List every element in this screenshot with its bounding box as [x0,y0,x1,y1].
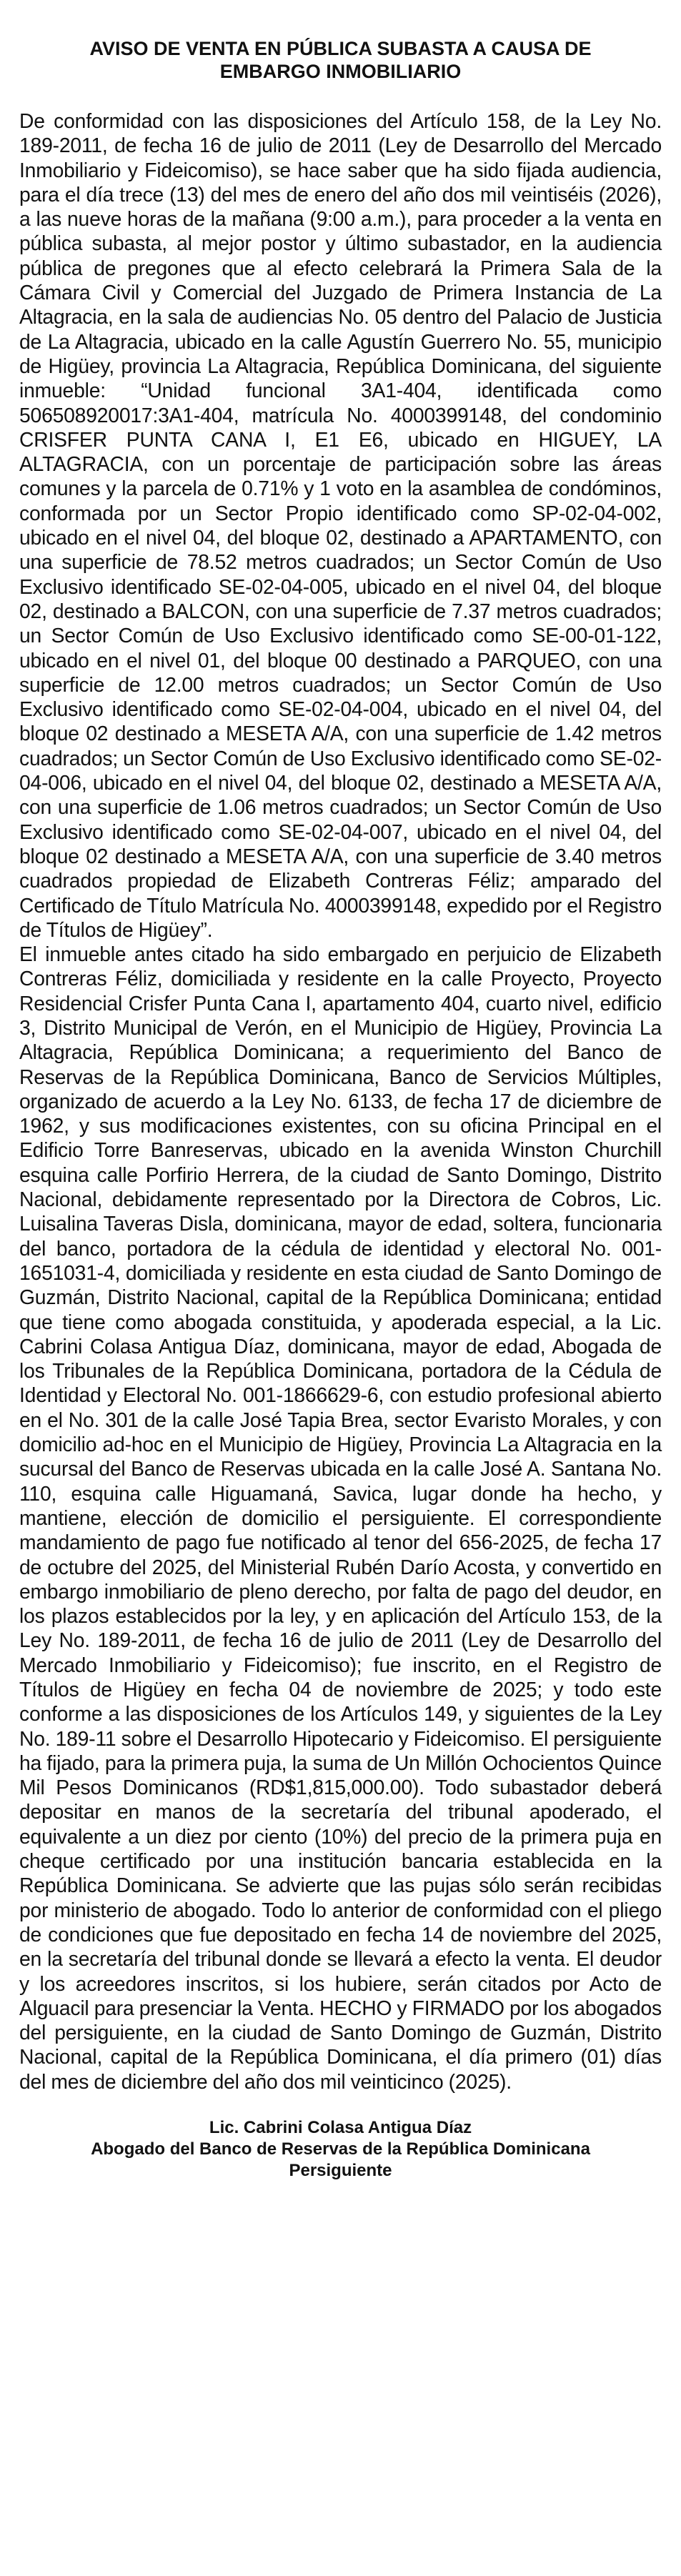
signature-role: Abogado del Banco de Reservas de la República Dominicana [91,2139,590,2159]
signature-block [19,2117,662,2182]
notice-paragraph-2: El inmueble antes citado ha sido embargado en perjuicio de Elizabeth Contreras Féliz, domiciliada y residente en la calle Proyecto, Proyecto Residencial Crisfer Punta Cana I, apartamento 404, cuarto nivel, edificio 3, Distrito Municipal de Verón, en el Municipio de Higüey, Provincia La Altagracia, República Dominicana; a requerimiento del Banco de Reservas de la República Dominicana, Banco de Servicios Múltiples, organizado de acuerdo a la Ley No. 6133, de fecha 17 de diciembre de 1962, y sus modificaciones existentes, con su oficina Principal en el Edificio Torre Banreservas, ubicado en la avenida Winston Churchill esquina calle Porfirio Herrera, de la ciudad de Santo Domingo, Distrito Nacional, debidamente representado por la Directora de Cobros, Lic. Luisalina Taveras Disla, dominicana, mayor de edad, soltera, funcionaria del banco, portadora de la cédula de identidad y electoral No. 001-1651031-4, domiciliada y residente en esta ciudad de Santo Domingo de Guzmán, Distrito Nacional, capital de la República Dominicana; entidad que tiene como abogada constituida, y apoderada especial, a la Lic. Cabrini Colasa Antigua Díaz, dominicana, mayor de edad, Abogada de los Tribunales de la República Dominicana, portadora de la Cédula de Identidad y Electoral No. 001-1866629-6, con estudio profesional abierto en el No. 301 de la calle José Tapia Brea, sector Evaristo Morales, y con domicilio ad-hoc en el Municipio de Higüey, Provincia La Altagracia en la sucursal del Banco de Reservas ubicada en la calle José A. Santana No. 110, esquina calle Higuamaná, Savica, lugar donde ha hecho, y mantiene, elección de domicilio el persiguiente. El correspondiente mandamiento de pago fue notificado al tenor del 656-2025, de fecha 17 de octubre del 2025, del Ministerial Rubén Darío Acosta, y convertido en embargo inmobiliario de pleno derecho, por falta de pago del deudor, en los plazos establecidos por la ley, y en aplicación del Artículo 153, de la Ley No. 189-2011, de fecha 16 de julio de 2011 (Ley de Desarrollo del Mercado Inmobiliario y Fideicomiso); fue inscrito, en el Registro de Títulos de Higüey en fecha 04 de noviembre de 2025; y todo este conforme a las disposiciones de los Artículos 149, y siguientes de la Ley No. 189-11 sobre el Desarrollo Hipotecario y Fideicomiso. El persiguiente ha fijado, para la primera puja, la suma de Un Millón Ochocientos Quince Mil Pesos Dominicanos (RD$1,815,000.00). Todo subastador deberá depositar en manos de la secretaría del tribunal apoderado, el equivalente a un diez por ciento (10%) del precio de la primera puja en cheque certificado por una institución bancaria establecida en la República Dominicana. Se advierte que las pujas sólo serán recibidas por ministerio de abogado. Todo lo anterior de conformidad con el pliego de condiciones que fue depositado en fecha 14 de noviembre del 2025, en la secretaría del tribunal donde se llevará a efecto la venta. El deudor y los acreedores inscritos, si los hubiere, serán citados por Acto de Alguacil para presenciar la Venta. HECHO y FIRMADO por los abogados del persiguiente, en la ciudad de Santo Domingo de Guzmán, Distrito Nacional, capital de la República Dominicana, el día primero (01) días del mes de diciembre del año dos mil veinticinco (2025). [19,943,662,2093]
signature-name: Lic. Cabrini Colasa Antigua Díaz [209,2118,472,2138]
notice-title: AVISO DE VENTA EN PÚBLICA SUBASTA A CAUSA DE EMBARGO INMOBILIARIO [89,38,592,82]
notice-paragraph-1: De conformidad con las disposiciones del Artículo 158, de la Ley No. 189-2011, de fecha 16 de julio de 2011 (Ley de Desarrollo del Mercado Inmobiliario y Fideicomiso), se hace saber que ha sido fijada audiencia, para el día trece (13) del mes de enero del año dos mil veintiséis (2026), a las nueve horas de la mañana (9:00 a.m.), para proceder a la venta en pública subasta, al mejor postor y último subastador, en la audiencia pública de pregones que al efecto celebrará la Primera Sala de la Cámara Civil y Comercial del Juzgado de Primera Instancia de La Altagracia, en la sala de audiencias No. 05 dentro del Palacio de Justicia de La Altagracia, ubicado en la calle Agustín Guerrero No. 55, municipio de Higüey, provincia La Altagracia, República Dominicana, del siguiente inmueble: “Unidad funcional 3A1-404, identificada como 506508920017:3A1-404, matrícula No. 4000399148, del condominio CRISFER PUNTA CANA I, E1 E6, ubicado en HIGUEY, LA ALTAGRACIA, con un porcentaje de participación sobre las áreas comunes y la parcela de 0.71% y 1 voto en la asamblea de condóminos, conformada por un Sector Propio identificado como SP-02-04-002, ubicado en el nivel 04, del bloque 02, destinado a APARTAMENTO, con una superficie de 78.52 metros cuadrados; un Sector Común de Uso Exclusivo identificado SE-02-04-005, ubicado en el nivel 04, del bloque 02, destinado a BALCON, con una superficie de 7.37 metros cuadrados; un Sector Común de Uso Exclusivo identificado como SE-00-01-122, ubicado en el nivel 01, del bloque 00 destinado a PARQUEO, con una superficie de 12.00 metros cuadrados; un Sector Común de Uso Exclusivo identificado como SE-02-04-004, ubicado en el nivel 04, del bloque 02 destinado a MESETA A/A, con una superficie de 1.42 metros cuadrados; un Sector Común de Uso Exclusivo identificado como SE-02-04-006, ubicado en el nivel 04, del bloque 02, destinado a MESETA A/A, con una superficie de 1.06 metros cuadrados; un Sector Común de Uso Exclusivo identificado como SE-02-04-007, ubicado en el nivel 04, del bloque 02 destinado a MESETA A/A, con una superficie de 3.40 metros cuadrados propiedad de Elizabeth Contreras Féliz; amparado del Certificado de Título Matrícula No. 4000399148, expedido por el Registro de Títulos de Higüey”. [19,109,662,941]
signature-party: Persiguiente [289,2161,392,2181]
notice-body [19,109,662,2094]
